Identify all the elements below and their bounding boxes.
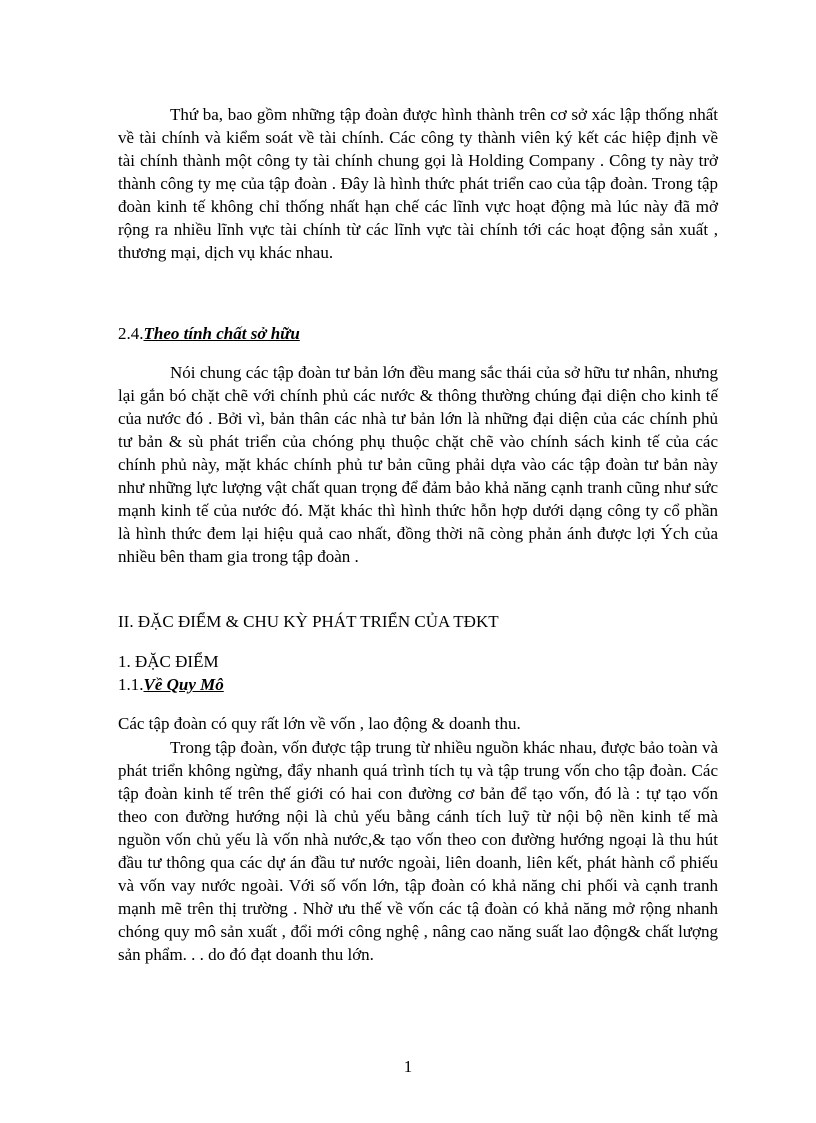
paragraph-capital: Trong tập đoàn, vốn được tập trung từ nhiều nguồn khác nhau, được bảo toàn và phát triển không ngừng, đẩy nhanh quá trình tích tụ và tập trung vốn cho tập đoàn. Các tập đoàn kinh tế trên thế giới có hai con đường cơ bản để tạo vốn, đó là : tự tạo vốn theo con đường hướng nội là chủ yếu bằng cánh tích luỹ từ nội bộ nền kinh tế mà nguồn vốn chủ yếu là vốn nhà nước,& tạo vốn theo con đường hướng ngoại là thu hút đầu tư thông qua các dự án đầu tư nước ngoài, liên doanh, liên kết, phát hành cổ phiếu và vốn vay nước ngoài. Với số vốn lớn, tập đoàn có khả năng chi phối và cạnh tranh mạnh mẽ trên thị trường . Nhờ ưu thế về vốn các tậ đoàn có khả năng mở rộng nhanh chóng quy mô sản xuất , đổi mới công nghệ , nâng cao năng suất lao động& chất lượng sản phẩm. . . do đó đạt doanh thu lớn. — [118, 738, 718, 964]
heading-1-1 — [118, 673, 224, 696]
heading-2-4-title: Theo tính chất sở hữu — [143, 324, 300, 343]
scale-intro-line: Các tập đoàn có quy rất lớn về vốn , lao động & doanh thu. — [118, 714, 521, 733]
paragraph-ownership: Nói chung các tập đoàn tư bản lớn đều mang sắc thái của sở hữu tư nhân, nhưng lại gắn bó chặt chẽ với chính phủ các nước & thông thường chúng đại diện cho kinh tế của nước đó . Bởi vì, bản thân các nhà tư bản lớn là những đại diện của các chính phủ tư bản & sù phát triển của chóng phụ thuộc chặt chẽ vào chính sách kinh tế của các chính phủ này, mặt khác chính phủ tư bản cũng phải dựa vào các tập đoàn tư bản này như những lực lượng vật chất quan trọng để đảm bảo khả năng cạnh tranh cũng như sức mạnh kinh tế của nước đó. Mặt khác thì hình thức hỗn hợp dưới dạng công ty cổ phần là hình thức đem lại hiệu quả cao nhất, đồng thời nã còng phản ánh được lợi Ých của nhiều bên tham gia trong tập đoàn . — [118, 363, 718, 566]
section-ii-heading: II. ĐẶC ĐIỂM & CHU KỲ PHÁT TRIỂN CỦA TĐKT — [118, 612, 499, 631]
heading-2-4-number: 2.4. — [118, 324, 144, 343]
heading-1-1-title: Về Quy Mô — [143, 675, 224, 694]
heading-1: 1. ĐẶC ĐIỂM — [118, 652, 219, 671]
page-number: 1 — [403, 1057, 413, 1076]
heading-2-4 — [118, 322, 300, 345]
paragraph-holding-company: Thứ ba, bao gồm những tập đoàn được hình thành trên cơ sở xác lập thống nhất về tài chính và kiểm soát về tài chính. Các công ty thành viên ký kết các hiệp định về tài chính thành một công ty tài chính chung gọi là Holding Company . Công ty này trở thành công ty mẹ của tập đoàn . Đây là hình thức phát triển cao của tập đoàn. Trong tập đoàn kinh tế không chỉ thống nhất hạn chế các lĩnh vực hoạt động mà lúc này đã mở rộng ra nhiều lĩnh vực tài chính từ các lĩnh vực tài chính tới các hoạt động sản xuất , thương mại, dịch vụ khác nhau. — [118, 105, 718, 262]
heading-1-1-number: 1.1. — [118, 675, 144, 694]
